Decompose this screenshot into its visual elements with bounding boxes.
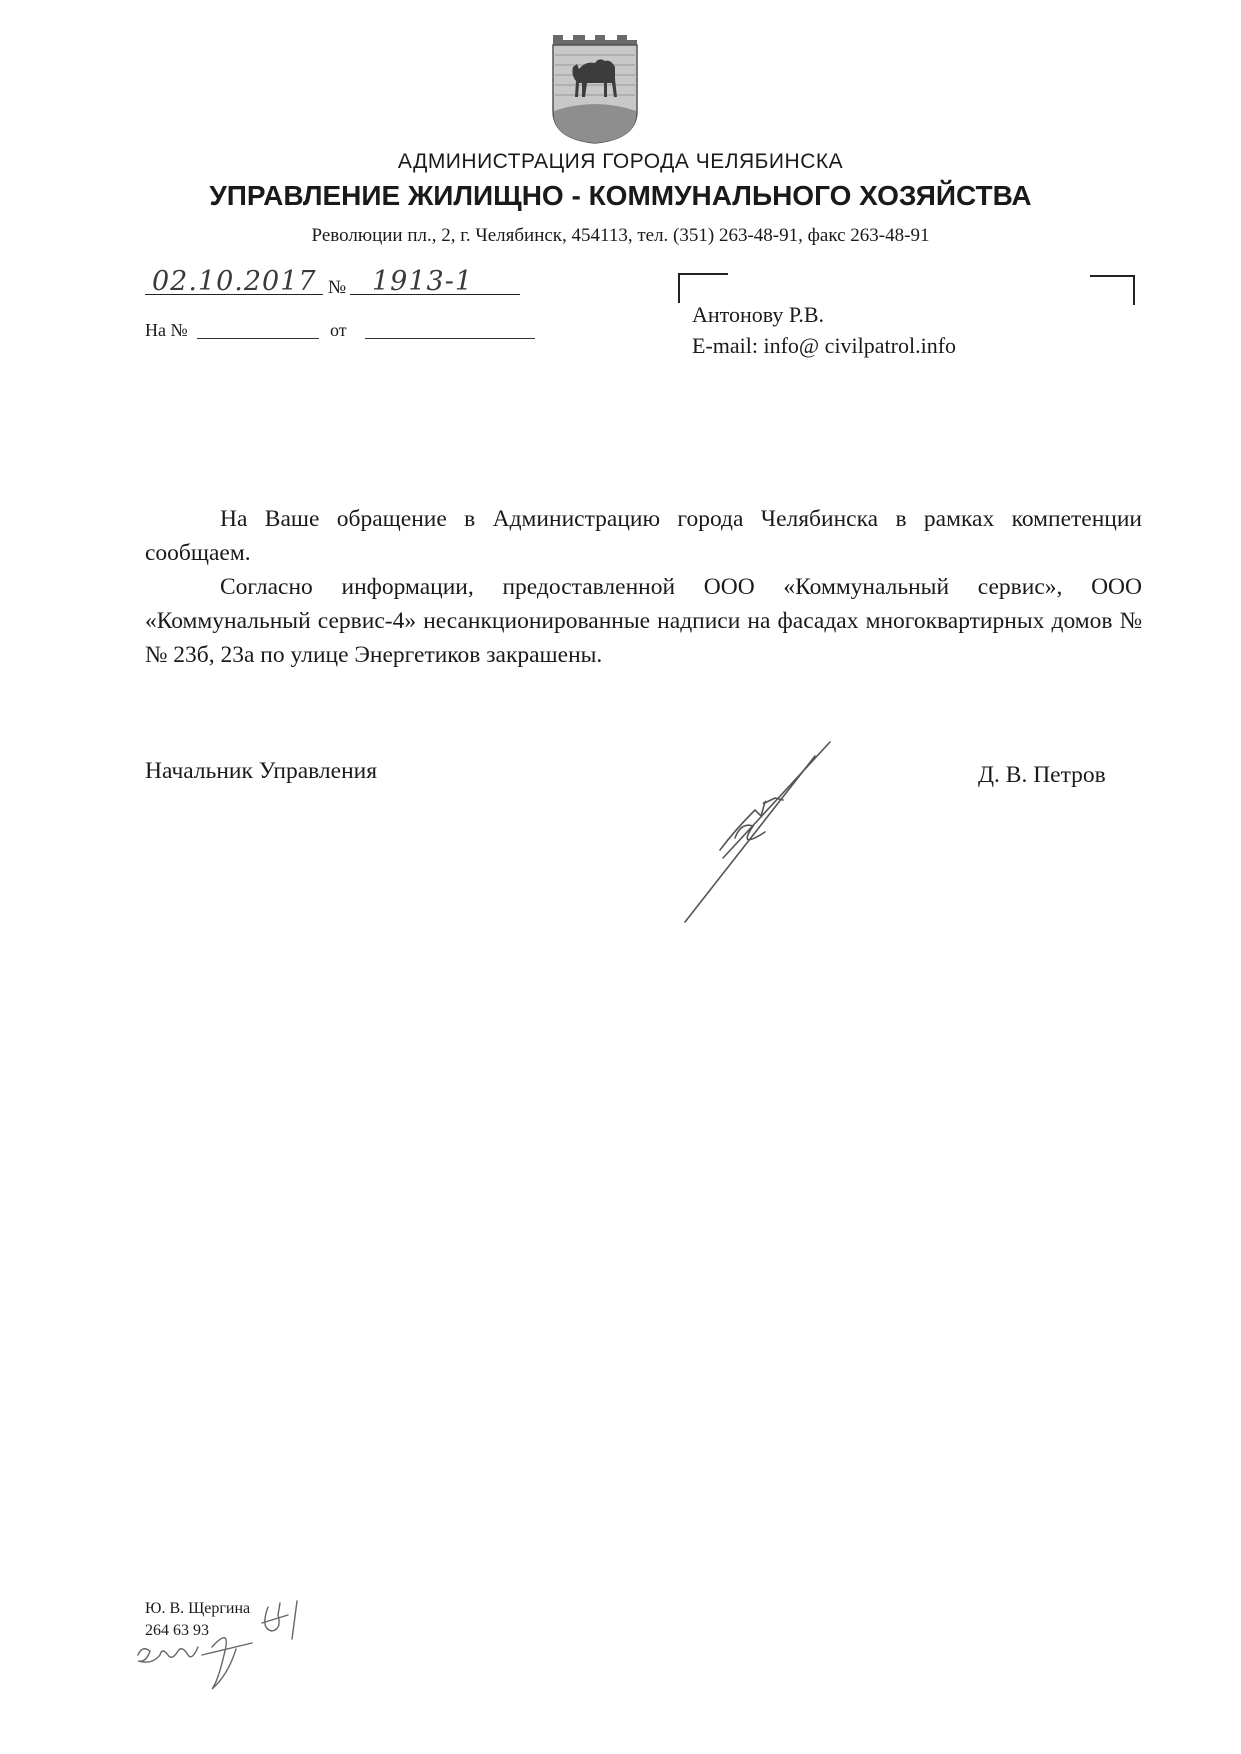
address-bracket-right <box>1090 275 1135 277</box>
outgoing-number-label: № <box>328 277 347 298</box>
signatory-title: Начальник Управления <box>145 758 378 784</box>
recipient-name: Антонову Р.В. <box>692 302 825 327</box>
reference-date-line <box>365 338 535 339</box>
address-bracket-left-vertical <box>678 273 680 303</box>
body-paragraph-2: Согласно информации, предоставленной ООО «Коммунальный сервис», ООО «Коммунальный сервис-4» несанкционированные надписи на фасадах многоквартирных домов №№ 23б, 23а по улице Энергетиков закрашены. <box>145 574 1142 668</box>
department-address: Революции пл., 2, г. Челябинск, 454113, тел. (351) 263-48-91, факс 263-48-91 <box>311 225 930 246</box>
body-paragraph-1: На Ваше обращение в Администрацию города Челябинска в рамках компетенции сообщаем. <box>145 506 1142 566</box>
reference-number-line <box>197 338 319 339</box>
signature-icon <box>665 740 895 925</box>
address-bracket-left <box>678 273 728 275</box>
administration-title: АДМИНИСТРАЦИЯ ГОРОДА ЧЕЛЯБИНСКА <box>397 150 844 173</box>
reference-date-label: от <box>330 320 347 340</box>
address-bracket-right-vertical <box>1133 275 1135 305</box>
recipient-email: E-mail: info@ civilpatrol.info <box>692 333 957 358</box>
coat-of-arms-icon <box>549 31 641 146</box>
executor-name: Ю. В. Щергина <box>145 1600 251 1617</box>
handwritten-note-icon <box>132 1585 352 1695</box>
department-title: УПРАВЛЕНИЕ ЖИЛИЩНО - КОММУНАЛЬНОГО ХОЗЯЙСТВА <box>209 180 1032 211</box>
outgoing-date: 02.10.2017 <box>152 266 317 297</box>
executor-phone: 264 63 93 <box>145 1622 209 1639</box>
outgoing-date-line <box>145 294 323 295</box>
outgoing-number-line <box>350 294 520 295</box>
outgoing-number: 1913-1 <box>372 266 474 297</box>
signatory-name: Д. В. Петров <box>978 762 1106 788</box>
reference-number-label: На № <box>145 320 188 340</box>
